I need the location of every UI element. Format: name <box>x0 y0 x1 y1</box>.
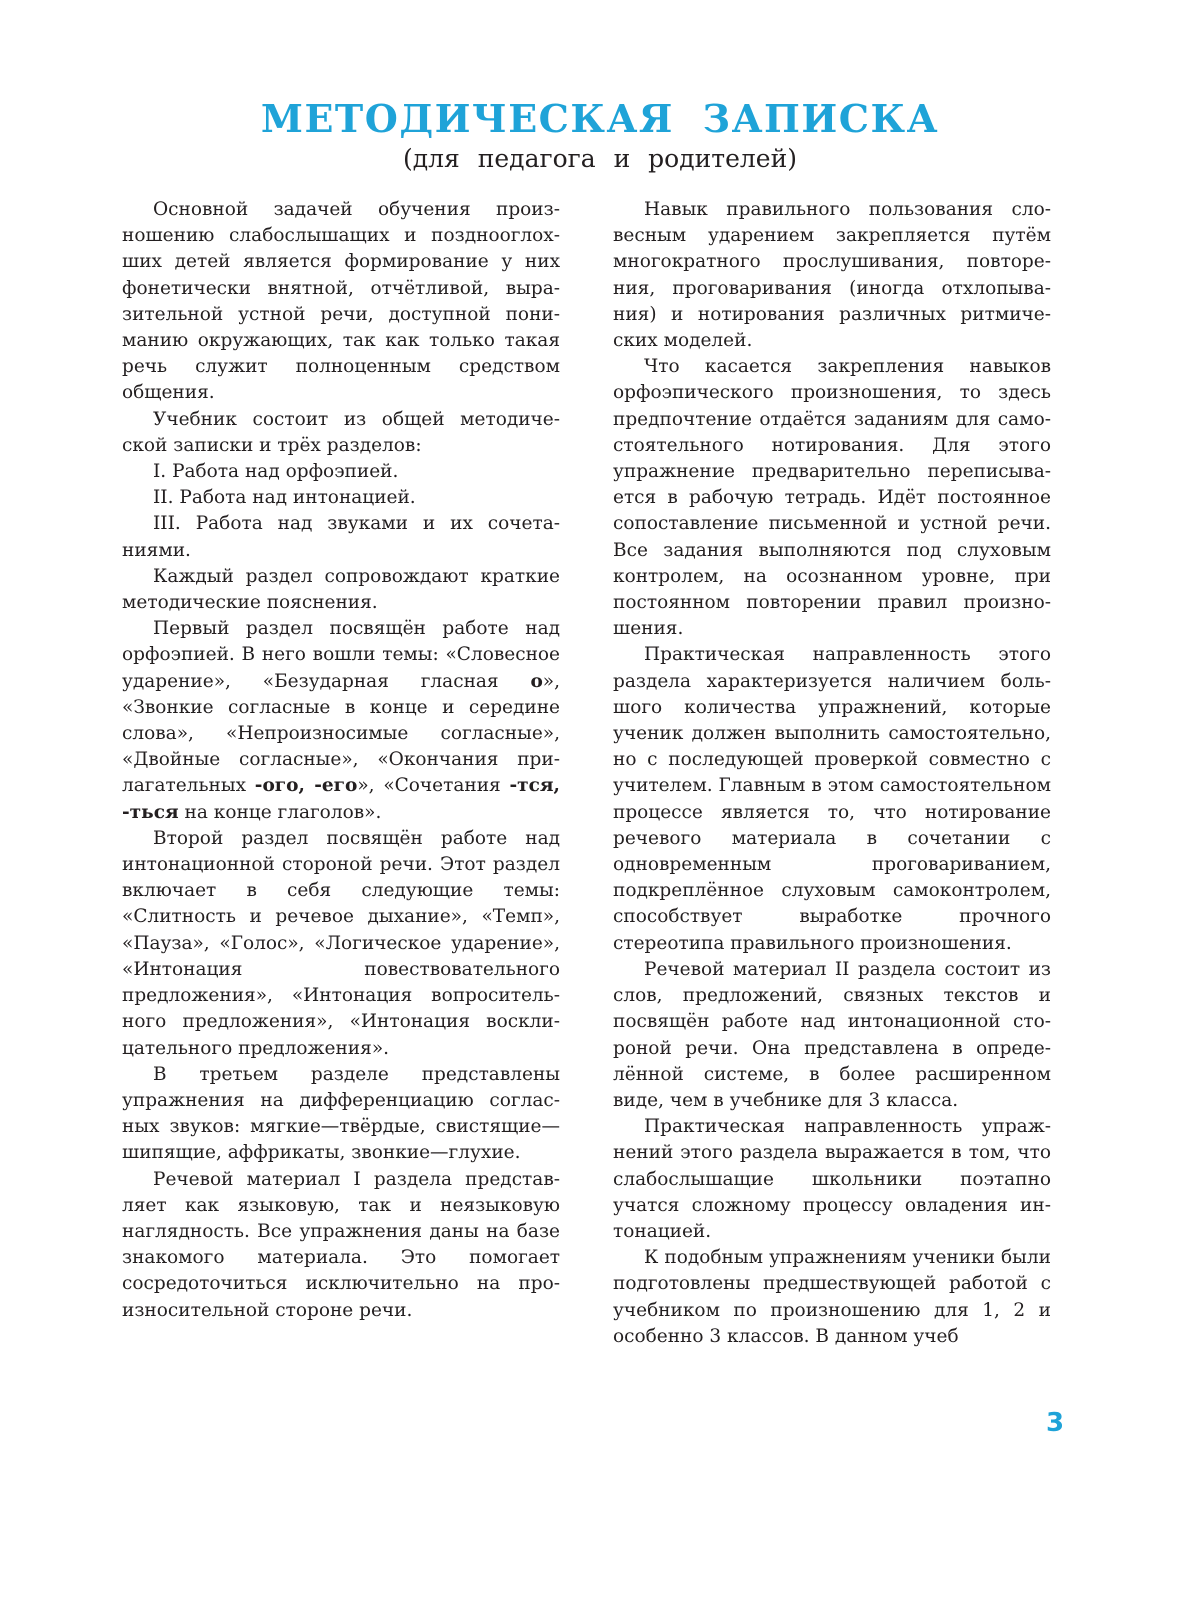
text-run: Первый раздел посвящён работе над орфоэпией. В него вошли темы: «Словесное ударение», «Безударная гласная <box>122 618 560 692</box>
paragraph: Навык правильного пользования словесным ударением закрепляется путём многократного прослушивания, повторения, проговаривания (иногда отхлопывания) и нотирования различных ритмических моделей. <box>613 199 1051 352</box>
bold-term: -его <box>314 775 358 797</box>
bold-term: , <box>553 775 560 797</box>
paragraph: Второй раздел посвящён работе над интонационной стороной речи. Этот раздел включает в себя следующие темы: «Слитность и речевое дыхание», «Темп», «Пауза», «Голос», «Логическое ударение», «Интонация повествовательного предложения», «Интонация вопросительного предложения», «Интонация восклицательного предложения». <box>122 827 560 1059</box>
bold-term: -ться <box>122 801 179 823</box>
paragraph: Практическая направленность упражнений этого раздела выражается в том, что слабослышащие школьники поэтапно учатся сложному процессу овладения интонацией. <box>613 1116 1051 1242</box>
paragraph: Учебник состоит из общей методической записки и трёх разделов: <box>122 408 560 456</box>
page-title: МЕТОДИЧЕСКАЯ ЗАПИСКА <box>260 96 940 141</box>
text-run: на конце глаголов». <box>178 801 382 823</box>
bold-term: -ого <box>254 775 299 797</box>
paragraph: Речевой материал I раздела представляет как языковую, так и неязыковую наглядность. Все упражнения даны на базе знакомого материала. Это помогает сосредоточиться исключительно на произносительной стороне речи. <box>122 1168 560 1321</box>
list-item: II. Работа над интонацией. <box>153 487 416 509</box>
text-run: », «Сочетания <box>357 775 510 797</box>
paragraph: Основной задачей обучения произношению слабослышащих и позднооглохших детей является формирование у них фонетически внятной, отчётливой, выразительной устной речи, доступной пониманию окружающих, так как только такая речь служит полноценным средством общения. <box>122 199 560 404</box>
paragraph: Что касается закрепления навыков орфоэпического произношения, то здесь предпочтение отдаётся заданиям для самостоятельного нотирования. Для этого упражнение предварительно переписывается в рабочую тетрадь. Идёт постоянное сопоставление письменной и устной речи. Все задания выполняются под слуховым контролем, на осознанном уровне, при постоянном повторении правил произношения. <box>613 356 1051 640</box>
text-run: », «Звонкие согласные в конце и середине слова», «Непроизносимые согласные», «Двойные согласные», «Окончания прилагательных <box>122 670 560 797</box>
page-number: 3 <box>1046 1408 1065 1438</box>
right-column <box>613 197 1051 1350</box>
bold-term: -тся <box>509 775 554 797</box>
list-item: I. Работа над орфоэпией. <box>153 461 399 483</box>
paragraph: Речевой материал II раздела состоит из слов, предложений, связных текстов и посвящён работе над интонационной стороной речи. Она представлена в определённой системе, в более расширенном виде, чем в учебнике для 3 класса. <box>613 958 1051 1111</box>
left-column <box>122 197 560 1324</box>
list-item: III. Работа над звуками и их сочетаниями. <box>122 513 560 561</box>
paragraph: В третьем разделе представлены упражнения на дифференциацию согласных звуков: мягкие—твёрдые, свистящие—шипящие, аффрикаты, звонкие—глухие. <box>122 1063 560 1164</box>
paragraph <box>122 616 560 826</box>
page-subtitle: (для педагога и родителей) <box>402 144 798 173</box>
paragraph: Каждый раздел сопровождают краткие методические пояснения. <box>122 565 560 614</box>
paragraph: К подобным упражнениям ученики были подготовлены предшествующей работой с учебником по произношению для 1, 2 и особенно 3 классов. В данном учеб <box>613 1247 1051 1347</box>
paragraph: Практическая направленность этого раздела характеризуется наличием большого количества упражнений, которые ученик должен выполнить самостоятельно, но с последующей проверкой совместно с учителем. Главным в этом самостоятельном процессе является то, что нотирование речевого материала в сочетании с одновременным проговариванием, подкреплённое слуховым самоконтролем, способствует выработке прочного стереотипа правильного произношения. <box>613 644 1051 954</box>
bold-term: о <box>530 670 543 692</box>
bold-term: , <box>298 775 315 797</box>
